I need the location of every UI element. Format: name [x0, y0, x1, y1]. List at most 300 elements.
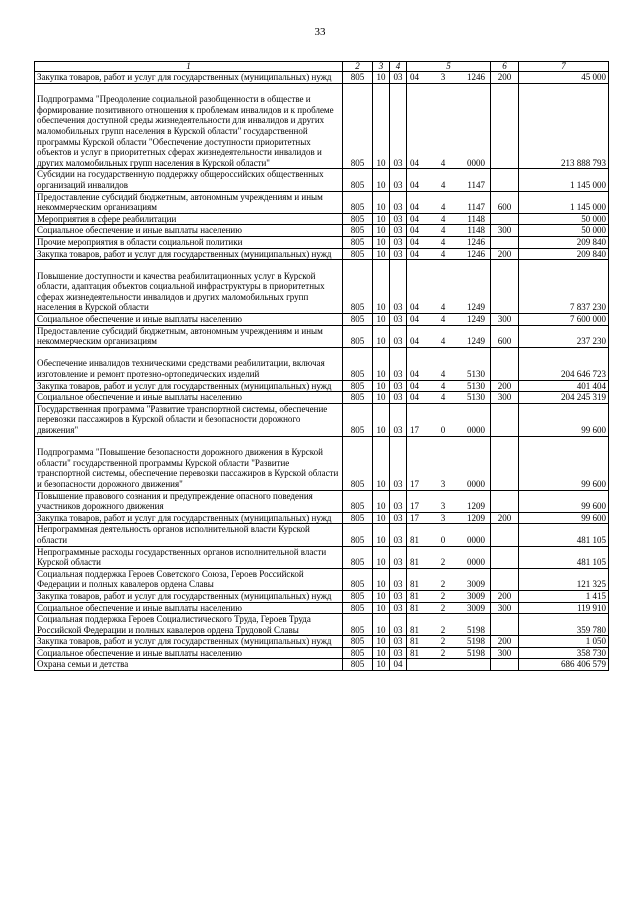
section-code: 10: [373, 325, 390, 347]
table-row: [35, 436, 609, 490]
row-description-text: Закупка товаров, работ и услуг для государственных (муниципальных) нужд: [37, 512, 332, 523]
subsection-code: 03: [390, 314, 407, 326]
target-article-code: 0000: [467, 534, 485, 545]
row-description: [35, 392, 343, 404]
subsection-code: 03: [390, 392, 407, 404]
row-description-text: Субсидии на государственную поддержку общероссийских общественных организаций инвалидов: [37, 169, 324, 190]
target-article-code: 1209: [467, 512, 485, 523]
target-article-program: 81: [410, 636, 419, 647]
expense-type-code: 600: [491, 191, 519, 213]
row-description: [35, 380, 343, 392]
table-row: [35, 546, 609, 568]
header-col-3: 3: [373, 62, 390, 72]
amount: 99 600: [519, 403, 609, 436]
row-spacer: [37, 348, 340, 359]
expense-type-code: [491, 169, 519, 191]
target-article-sub: 2: [440, 557, 446, 568]
row-spacer: [37, 260, 340, 271]
table-header-row: [35, 62, 609, 72]
expense-type-code: [491, 490, 519, 512]
section-code: 10: [373, 83, 390, 169]
header-col-7: 7: [519, 62, 609, 72]
subsection-code: 03: [390, 72, 407, 84]
table-row: [35, 325, 609, 347]
table-row: [35, 169, 609, 191]
ministry-code: 805: [343, 83, 373, 169]
table-row: [35, 392, 609, 404]
target-article-sub: 4: [440, 179, 446, 190]
row-description: [35, 546, 343, 568]
ministry-code: 805: [343, 602, 373, 614]
row-description-text: Закупка товаров, работ и услуг для государственных (муниципальных) нужд: [37, 248, 332, 259]
target-article-code: 1246: [467, 236, 485, 247]
target-article-program: 04: [410, 314, 419, 325]
expense-type-code: [491, 659, 519, 671]
expense-type-code: 200: [491, 72, 519, 84]
target-article-sub: 0: [440, 425, 446, 435]
header-col-1: 1: [35, 62, 343, 72]
expense-type-code: 200: [491, 380, 519, 392]
amount: 204 245 319: [519, 392, 609, 404]
row-description: [35, 72, 343, 84]
row-description-text: Охрана семьи и детства: [37, 659, 129, 670]
target-article-code: 1249: [467, 336, 485, 347]
section-code: 10: [373, 524, 390, 546]
amount: 50 000: [519, 213, 609, 225]
table-row: [35, 191, 609, 213]
amount: 99 600: [519, 490, 609, 512]
target-article-code: [407, 614, 491, 636]
expense-type-code: [491, 83, 519, 169]
amount: 213 888 793: [519, 83, 609, 169]
row-description: [35, 260, 343, 314]
target-article-code: 0000: [467, 425, 485, 435]
table-row: [35, 512, 609, 524]
expense-type-code: [491, 524, 519, 546]
subsection-code: 03: [390, 169, 407, 191]
target-article-code: [407, 590, 491, 602]
target-article-code: 0000: [467, 557, 485, 568]
target-article-program: 04: [410, 392, 419, 403]
row-description-text: Социальное обеспечение и иные выплаты населению: [37, 647, 242, 658]
row-spacer: [37, 437, 340, 448]
amount: 1 050: [519, 636, 609, 648]
ministry-code: 805: [343, 325, 373, 347]
target-article-program: 04: [410, 336, 419, 347]
ministry-code: 805: [343, 636, 373, 648]
section-code: 10: [373, 647, 390, 659]
amount: 237 230: [519, 325, 609, 347]
section-code: 10: [373, 191, 390, 213]
target-article-code: 1249: [467, 302, 485, 313]
ministry-code: 805: [343, 512, 373, 524]
table-row: [35, 72, 609, 84]
target-article-sub: 4: [440, 336, 446, 347]
target-article-program: 04: [410, 213, 419, 224]
section-code: 10: [373, 72, 390, 84]
target-article-code: 5198: [467, 624, 485, 635]
expense-type-code: [491, 347, 519, 380]
table-row: [35, 568, 609, 590]
row-description: [35, 403, 343, 436]
header-col-6: 6: [491, 62, 519, 72]
section-code: 10: [373, 490, 390, 512]
section-code: 10: [373, 614, 390, 636]
subsection-code: 03: [390, 213, 407, 225]
table-body: [35, 72, 609, 671]
target-article-code: 3009: [467, 590, 485, 601]
target-article-sub: 3: [440, 501, 446, 512]
target-article-code: [407, 169, 491, 191]
target-article-code: 0000: [467, 478, 485, 489]
row-description-text: Повышение доступности и качества реабилитационных услуг в Курской области, адаптация объектов социальной инфраструктуры в приоритетных сферах жизнедеятельности инвалидов и других маломобильных групп населения в Курской области: [37, 270, 325, 313]
target-article-sub: 3: [440, 512, 446, 523]
target-article-sub: 2: [440, 647, 446, 658]
target-article-sub: 4: [440, 248, 446, 259]
section-code: 10: [373, 403, 390, 436]
target-article-code: [407, 314, 491, 326]
target-article-code: [407, 248, 491, 260]
table-row: [35, 314, 609, 326]
row-description-text: Социальное обеспечение и иные выплаты населению: [37, 602, 242, 613]
row-description: [35, 248, 343, 260]
subsection-code: 03: [390, 490, 407, 512]
target-article-program: 17: [410, 501, 419, 512]
target-article-program: 17: [410, 425, 419, 435]
target-article-program: 04: [410, 380, 419, 391]
target-article-program: 04: [410, 236, 419, 247]
target-article-sub: 4: [440, 157, 446, 168]
target-article-code: [407, 512, 491, 524]
target-article-code: [407, 236, 491, 248]
table-row: [35, 225, 609, 237]
subsection-code: 03: [390, 380, 407, 392]
section-code: 10: [373, 213, 390, 225]
amount: 209 840: [519, 236, 609, 248]
target-article-program: 04: [410, 225, 419, 236]
amount: 119 910: [519, 602, 609, 614]
subsection-code: 03: [390, 524, 407, 546]
subsection-code: 03: [390, 647, 407, 659]
target-article-sub: 0: [440, 534, 446, 545]
row-description: [35, 659, 343, 671]
subsection-code: 04: [390, 659, 407, 671]
subsection-code: 03: [390, 225, 407, 237]
subsection-code: 03: [390, 248, 407, 260]
section-code: 10: [373, 659, 390, 671]
section-code: 10: [373, 236, 390, 248]
ministry-code: 805: [343, 546, 373, 568]
target-article-code: [407, 490, 491, 512]
target-article-code: [407, 392, 491, 404]
target-article-code: 1147: [467, 179, 485, 190]
section-code: 10: [373, 636, 390, 648]
row-description: [35, 191, 343, 213]
target-article-code: 1246: [467, 248, 485, 259]
subsection-code: 03: [390, 590, 407, 602]
header-col-2: 2: [343, 62, 373, 72]
section-code: 10: [373, 590, 390, 602]
subsection-code: 03: [390, 436, 407, 490]
target-article-code: [407, 260, 491, 314]
amount: 45 000: [519, 72, 609, 84]
ministry-code: 805: [343, 614, 373, 636]
row-description-text: Социальная поддержка Героев Советского Союза, Героев Российской Федерации и полных кавалеров ордена Славы: [37, 568, 304, 590]
section-code: 10: [373, 260, 390, 314]
ministry-code: 805: [343, 191, 373, 213]
subsection-code: 03: [390, 325, 407, 347]
ministry-code: 805: [343, 169, 373, 191]
row-description-text: Предоставление субсидий бюджетным, автономным учреждениям и иным некоммерческим организациям: [37, 325, 323, 347]
amount: 359 780: [519, 614, 609, 636]
amount: 50 000: [519, 225, 609, 237]
target-article-sub: 2: [440, 579, 446, 590]
subsection-code: 03: [390, 614, 407, 636]
ministry-code: 805: [343, 436, 373, 490]
subsection-code: 03: [390, 546, 407, 568]
ministry-code: 805: [343, 314, 373, 326]
target-article-code: [407, 72, 491, 84]
target-article-program: 81: [410, 624, 419, 635]
expense-type-code: 200: [491, 248, 519, 260]
row-description-text: Социальное обеспечение и иные выплаты населению: [37, 225, 242, 236]
target-article-sub: 4: [440, 202, 446, 213]
header-col-5: 5: [407, 62, 491, 72]
table-row: [35, 602, 609, 614]
target-article-code: [407, 225, 491, 237]
target-article-sub: 2: [440, 602, 446, 613]
target-article-code: [407, 191, 491, 213]
target-article-program: 81: [410, 590, 419, 601]
budget-table: [34, 61, 609, 671]
target-article-code: 1249: [467, 314, 485, 325]
target-article-code: 1209: [467, 501, 485, 512]
amount: 401 404: [519, 380, 609, 392]
target-article-program: 04: [410, 369, 419, 380]
target-article-program: 81: [410, 602, 419, 613]
section-code: 10: [373, 602, 390, 614]
target-article-sub: 2: [440, 636, 446, 647]
ministry-code: 805: [343, 236, 373, 248]
expense-type-code: 300: [491, 314, 519, 326]
row-description-text: Социальное обеспечение и иные выплаты населению: [37, 392, 242, 403]
target-article-sub: 3: [440, 478, 446, 489]
target-article-code: [407, 213, 491, 225]
row-description: [35, 436, 343, 490]
table-row: [35, 490, 609, 512]
target-article-code: 5198: [467, 636, 485, 647]
target-article-program: 81: [410, 534, 419, 545]
row-description: [35, 568, 343, 590]
expense-type-code: 600: [491, 325, 519, 347]
target-article-sub: 4: [440, 225, 446, 236]
table-row: [35, 380, 609, 392]
target-article-code: 1148: [467, 225, 485, 236]
target-article-code: [407, 325, 491, 347]
section-code: 10: [373, 169, 390, 191]
target-article-code: 5130: [467, 380, 485, 391]
row-description-text: Предоставление субсидий бюджетным, автономным учреждениям и иным некоммерческим организациям: [37, 191, 323, 213]
row-description-text: Обеспечение инвалидов техническими средствами реабилитации, включая изготовление и ремонт протезно-ортопедических изделий: [37, 358, 325, 380]
row-description: [35, 83, 343, 169]
target-article-program: 04: [410, 302, 419, 313]
expense-type-code: 200: [491, 636, 519, 648]
table-row: [35, 248, 609, 260]
amount: 209 840: [519, 248, 609, 260]
expense-type-code: 300: [491, 225, 519, 237]
expense-type-code: [491, 568, 519, 590]
ministry-code: 805: [343, 490, 373, 512]
target-article-sub: 4: [440, 369, 446, 380]
amount: 481 105: [519, 524, 609, 546]
row-description: [35, 614, 343, 636]
amount: 1 415: [519, 590, 609, 602]
target-article-program: 04: [410, 179, 419, 190]
target-article-code: [407, 636, 491, 648]
expense-type-code: 300: [491, 602, 519, 614]
amount: 358 730: [519, 647, 609, 659]
subsection-code: 03: [390, 403, 407, 436]
target-article-program: 04: [410, 248, 419, 259]
ministry-code: 805: [343, 347, 373, 380]
table-row: [35, 636, 609, 648]
subsection-code: 03: [390, 236, 407, 248]
amount: 99 600: [519, 436, 609, 490]
row-description-text: Закупка товаров, работ и услуг для государственных (муниципальных) нужд: [37, 590, 332, 601]
row-description-text: Повышение правового сознания и предупреждение опасного поведения участников дорожного движения: [37, 490, 313, 512]
ministry-code: 805: [343, 659, 373, 671]
ministry-code: 805: [343, 647, 373, 659]
target-article-program: 81: [410, 557, 419, 568]
amount: 686 406 579: [519, 659, 609, 671]
target-article-code: 3009: [467, 579, 485, 590]
target-article-code: 1246: [467, 72, 485, 82]
expense-type-code: [491, 213, 519, 225]
row-description: [35, 490, 343, 512]
row-description-text: Закупка товаров, работ и услуг для государственных (муниципальных) нужд: [37, 380, 332, 391]
subsection-code: 03: [390, 602, 407, 614]
target-article-sub: 4: [440, 380, 446, 391]
target-article-program: 17: [410, 512, 419, 523]
row-description: [35, 325, 343, 347]
row-description-text: Закупка товаров, работ и услуг для государственных (муниципальных) нужд: [37, 72, 332, 82]
target-article-code: [407, 347, 491, 380]
table-row: [35, 524, 609, 546]
table-row: [35, 347, 609, 380]
target-article-sub: 4: [440, 302, 446, 313]
target-article-program: 81: [410, 579, 419, 590]
target-article-code: [407, 380, 491, 392]
row-spacer: [37, 84, 340, 95]
section-code: 10: [373, 436, 390, 490]
row-description: [35, 647, 343, 659]
row-description: [35, 314, 343, 326]
section-code: 10: [373, 225, 390, 237]
expense-type-code: 300: [491, 392, 519, 404]
target-article-sub: 4: [440, 314, 446, 325]
row-description-text: Закупка товаров, работ и услуг для государственных (муниципальных) нужд: [37, 636, 332, 647]
amount: 7 837 230: [519, 260, 609, 314]
table-row: [35, 659, 609, 671]
ministry-code: 805: [343, 225, 373, 237]
expense-type-code: [491, 260, 519, 314]
row-description: [35, 590, 343, 602]
row-description: [35, 636, 343, 648]
expense-type-code: 200: [491, 512, 519, 524]
section-code: 10: [373, 392, 390, 404]
ministry-code: 805: [343, 260, 373, 314]
row-description: [35, 524, 343, 546]
target-article-code: [407, 546, 491, 568]
section-code: 10: [373, 347, 390, 380]
section-code: 10: [373, 248, 390, 260]
row-description: [35, 236, 343, 248]
section-code: 10: [373, 380, 390, 392]
row-description-text: Непрограммная деятельность органов исполнительной власти Курской области: [37, 524, 310, 545]
expense-type-code: 300: [491, 647, 519, 659]
table-row: [35, 647, 609, 659]
amount: 481 105: [519, 546, 609, 568]
ministry-code: 805: [343, 524, 373, 546]
subsection-code: 03: [390, 568, 407, 590]
amount: 204 646 723: [519, 347, 609, 380]
section-code: 10: [373, 512, 390, 524]
target-article-sub: 4: [440, 213, 446, 224]
table-row: [35, 236, 609, 248]
section-code: 10: [373, 546, 390, 568]
ministry-code: 805: [343, 213, 373, 225]
target-article-program: 04: [410, 157, 419, 168]
amount: 1 145 000: [519, 169, 609, 191]
row-description-text: Прочие мероприятия в области социальной политики: [37, 236, 243, 247]
subsection-code: 03: [390, 347, 407, 380]
target-article-code: [407, 403, 491, 436]
row-description: [35, 347, 343, 380]
row-description-text: Государственная программа "Развитие транспортной системы, обеспечение перевозки пассажиров в Курской области и безопасности дорожного движения": [37, 403, 328, 435]
amount: 99 600: [519, 512, 609, 524]
target-article-code: [407, 524, 491, 546]
target-article-sub: 3: [440, 72, 446, 82]
subsection-code: 03: [390, 191, 407, 213]
ministry-code: 805: [343, 392, 373, 404]
table-row: [35, 614, 609, 636]
row-description-text: Мероприятия в сфере реабилитации: [37, 213, 177, 224]
target-article-code: 1147: [467, 202, 485, 213]
target-article-code: [407, 602, 491, 614]
table-row: [35, 83, 609, 169]
row-description: [35, 602, 343, 614]
page-number: 33: [314, 26, 326, 38]
subsection-code: 03: [390, 260, 407, 314]
target-article-code: 5130: [467, 392, 485, 403]
target-article-program: 04: [410, 202, 419, 213]
amount: 7 600 000: [519, 314, 609, 326]
section-code: 10: [373, 314, 390, 326]
target-article-sub: 2: [440, 590, 446, 601]
expense-type-code: [491, 614, 519, 636]
subsection-code: 03: [390, 512, 407, 524]
row-description: [35, 169, 343, 191]
ministry-code: 805: [343, 380, 373, 392]
target-article-code: 1148: [467, 213, 485, 224]
target-article-program: 17: [410, 478, 419, 489]
table-row: [35, 213, 609, 225]
target-article-sub: 4: [440, 236, 446, 247]
row-description-text: Подпрограмма "Преодоление социальной разобщенности в обществе и формирование позитивного отношения к проблемам инвалидов и к проблеме обеспечения доступной среды жизнедеятельности для инвалидов и других маломобильных групп населения в Курской области" государственной программы Курской области "Обеспечение доступности приоритетных объектов и услуг в приоритетных сферах жизнедеятельности инвалидов и других маломобильных групп населения в Курской области": [37, 94, 334, 168]
ministry-code: 805: [343, 590, 373, 602]
amount: 121 325: [519, 568, 609, 590]
expense-type-code: [491, 546, 519, 568]
